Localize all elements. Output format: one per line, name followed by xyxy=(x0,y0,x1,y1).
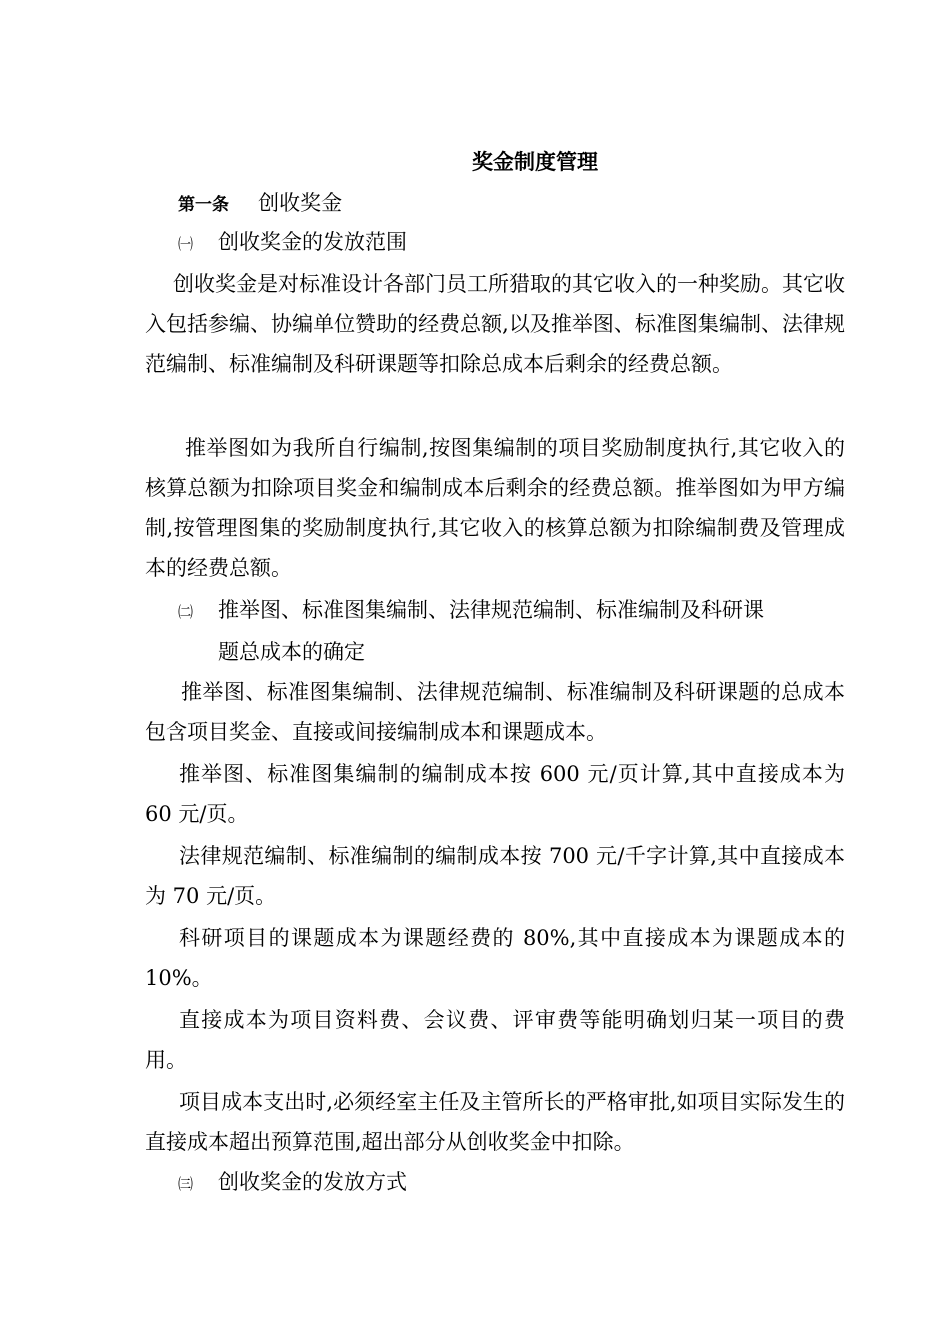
section-number: ㈠ xyxy=(178,235,194,253)
paragraph: 推举图、标准图集编制、法律规范编制、标准编制及科研课题的总成本包含项目奖金、直接或间接编制成本和课题成本。 xyxy=(145,680,845,744)
article-heading xyxy=(178,186,342,220)
section-text: 创收奖金的发放方式 xyxy=(218,1170,407,1194)
paragraph: 科研项目的课题成本为课题经费的 80%,其中直接成本为课题成本的 10%。 xyxy=(145,926,845,990)
section-heading xyxy=(178,590,764,632)
document-title: 奖金制度管理 xyxy=(472,150,598,174)
paragraph: 直接成本为项目资料费、会议费、评审费等能明确划归某一项目的费用。 xyxy=(145,1008,845,1072)
section-number: ㈡ xyxy=(178,603,194,621)
section-heading xyxy=(178,222,407,264)
paragraph: 法律规范编制、标准编制的编制成本按 700 元/千字计算,其中直接成本为 70 元/页。 xyxy=(145,844,845,908)
section-heading xyxy=(178,1162,407,1204)
article-number: 第一条 xyxy=(178,195,229,215)
paragraph: 推举图如为我所自行编制,按图集编制的项目奖励制度执行,其它收入的核算总额为扣除项目奖金和编制成本后剩余的经费总额。推举图如为甲方编制,按管理图集的奖励制度执行,其它收入的核算总额为扣除编制费及管理成本的经费总额。 xyxy=(145,436,845,580)
paragraph: 创收奖金是对标准设计各部门员工所猎取的其它收入的一种奖励。其它收入包括参编、协编单位赞助的经费总额,以及推举图、标准图集编制、法律规范编制、标准编制及科研课题等扣除总成本后剩余的经费总额。 xyxy=(145,272,845,376)
section-text: 推举图、标准图集编制、法律规范编制、标准编制及科研课 xyxy=(218,598,764,622)
paragraph: 推举图、标准图集编制的编制成本按 600 元/页计算,其中直接成本为 60 元/页。 xyxy=(145,762,845,826)
section-text: 创收奖金的发放范围 xyxy=(218,230,407,254)
section-number: ㈢ xyxy=(178,1175,194,1193)
paragraph: 项目成本支出时,必须经室主任及主管所长的严格审批,如项目实际发生的直接成本超出预算范围,超出部分从创收奖金中扣除。 xyxy=(145,1090,845,1154)
section-text-continuation: 题总成本的确定 xyxy=(218,640,365,664)
article-name: 创收奖金 xyxy=(258,191,343,215)
